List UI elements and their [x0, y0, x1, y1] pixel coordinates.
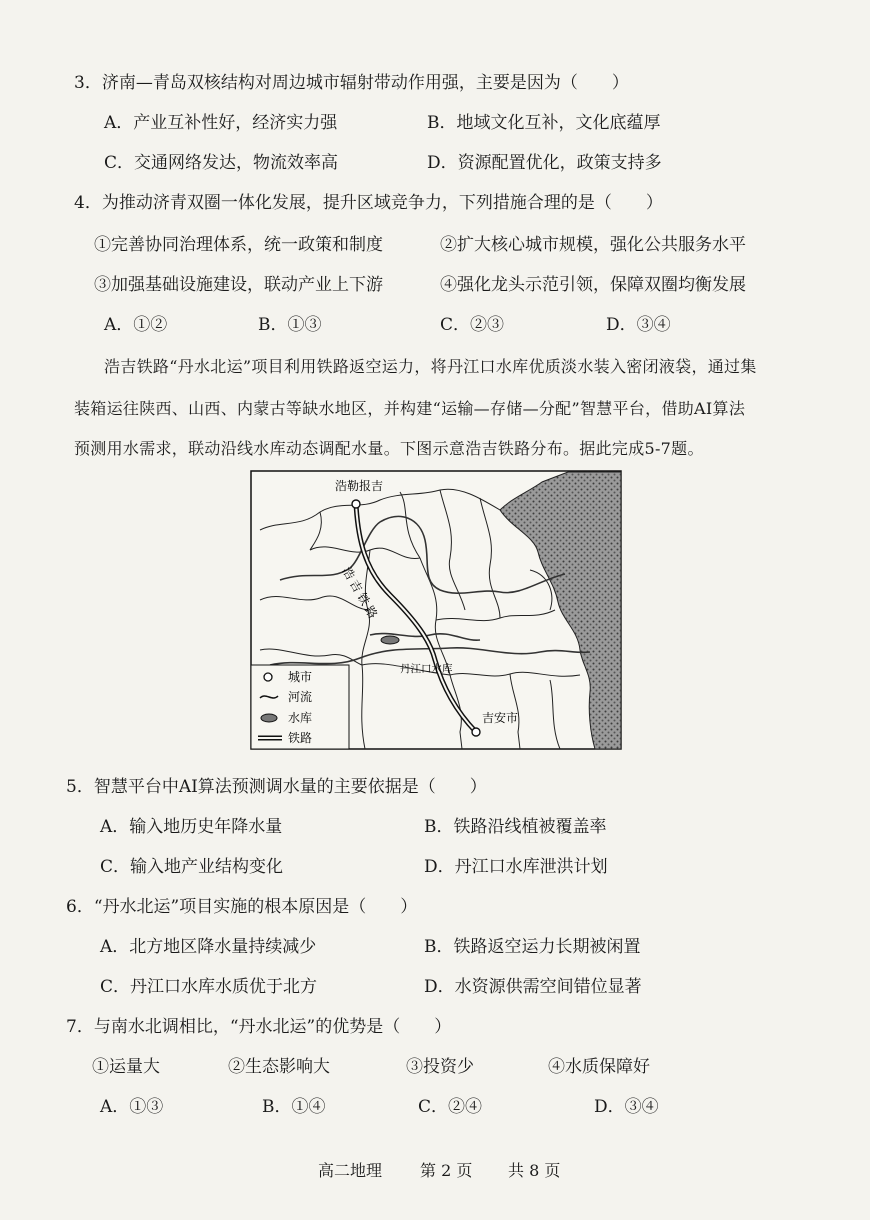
city-marker-south — [472, 728, 480, 736]
q5-option-d: D．丹江口水库泄洪计划 — [424, 857, 608, 877]
q7-statement-3: ③投资少 — [406, 1057, 474, 1077]
railway-label: 浩吉铁路 — [339, 564, 382, 624]
railway-map — [250, 470, 622, 750]
q7-option-c: C．②④ — [418, 1097, 483, 1117]
q6-option-a: A．北方地区降水量持续减少 — [100, 937, 317, 957]
city-marker-north — [352, 500, 360, 508]
footer-page: 第 2 页 — [420, 1161, 473, 1180]
q5-option-b: B．铁路沿线植被覆盖率 — [424, 817, 607, 837]
q5-option-a: A．输入地历史年降水量 — [100, 817, 283, 837]
q7-option-d: D．③④ — [594, 1097, 659, 1117]
q7-statement-2: ②生态影响大 — [228, 1057, 330, 1077]
q4-statement-4: ④强化龙头示范引领，保障双圈均衡发展 — [440, 275, 746, 295]
q6-option-c: C．丹江口水库水质优于北方 — [100, 977, 318, 997]
q7-statement-4: ④水质保障好 — [548, 1057, 650, 1077]
legend-city-icon — [264, 673, 272, 681]
legend-reservoir-label: 水库 — [288, 711, 313, 725]
city-label-north: 浩勒报吉 — [335, 479, 384, 493]
q6-option-d: D．水资源供需空间错位显著 — [424, 977, 642, 997]
q7-option-b: B．①④ — [262, 1097, 326, 1117]
q4-statement-2: ②扩大核心城市规模，强化公共服务水平 — [440, 235, 746, 255]
q3-option-b: B．地域文化互补，文化底蕴厚 — [427, 113, 661, 133]
q4-option-c: C．②③ — [440, 315, 505, 335]
footer-total: 共 8 页 — [508, 1161, 561, 1180]
q4-option-b: B．①③ — [258, 315, 322, 335]
footer-subject: 高二地理 — [318, 1161, 383, 1180]
q3-option-d: D．资源配置优化，政策支持多 — [427, 153, 662, 173]
passage-line-2: 装箱运往陕西、山西、内蒙古等缺水地区，并构建“运输—存储—分配”智慧平台，借助AI算法 — [74, 399, 746, 418]
q4-option-d: D．③④ — [606, 315, 671, 335]
q3-option-c: C．交通网络发达，物流效率高 — [104, 153, 339, 173]
legend-reservoir-icon — [261, 714, 277, 722]
passage-line-1: 浩吉铁路“丹水北运”项目利用铁路返空运力，将丹江口水库优质淡水装入密闭液袋，通过集 — [104, 357, 757, 376]
city-label-south: 吉安市 — [482, 711, 519, 725]
reservoir-label: 丹江口水库 — [400, 663, 453, 675]
q5-stem: 5．智慧平台中AI算法预测调水量的主要依据是（ ） — [66, 777, 487, 797]
q5-option-c: C．输入地产业结构变化 — [100, 857, 284, 877]
q3-option-a: A．产业互补性好，经济实力强 — [104, 113, 338, 133]
passage-line-3: 预测用水需求，联动沿线水库动态调配水量。下图示意浩吉铁路分布。据此完成5-7题。 — [74, 439, 704, 458]
q4-statement-1: ①完善协同治理体系，统一政策和制度 — [94, 235, 383, 255]
legend-river-label: 河流 — [288, 690, 313, 704]
q4-option-a: A．①② — [104, 315, 168, 335]
q4-statement-3: ③加强基础设施建设，联动产业上下游 — [94, 275, 383, 295]
q7-statement-1: ①运量大 — [92, 1057, 160, 1077]
q7-option-a: A．①③ — [100, 1097, 164, 1117]
map-legend — [251, 665, 349, 749]
q3-stem: 3．济南—青岛双核结构对周边城市辐射带动作用强，主要是因为（ ） — [74, 73, 629, 93]
legend-city-label: 城市 — [288, 670, 313, 684]
q6-stem: 6．“丹水北运”项目实施的根本原因是（ ） — [66, 897, 418, 917]
reservoir-marker — [381, 636, 399, 644]
q7-stem: 7．与南水北调相比，“丹水北运”的优势是（ ） — [66, 1017, 452, 1037]
q6-option-b: B．铁路返空运力长期被闲置 — [424, 937, 641, 957]
legend-railway-label: 铁路 — [288, 731, 313, 745]
q4-stem: 4．为推动济青双圈一体化发展，提升区域竞争力，下列措施合理的是（ ） — [74, 193, 663, 213]
